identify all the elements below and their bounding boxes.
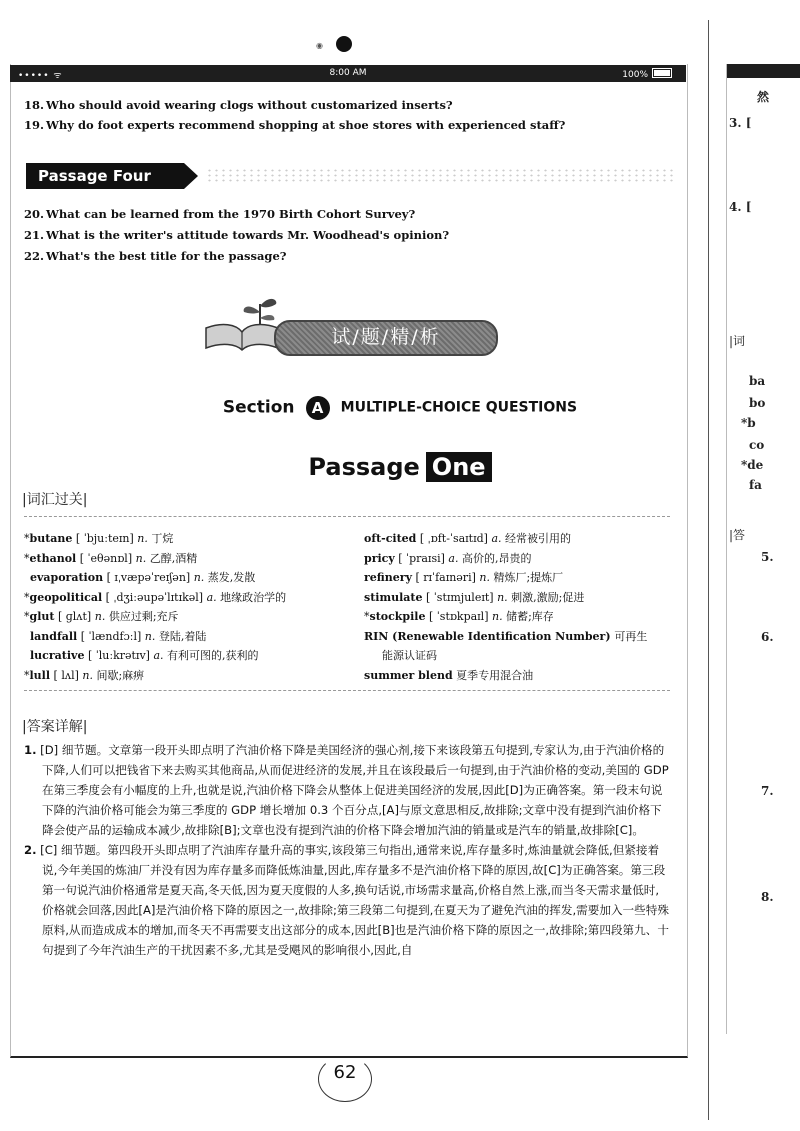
question-text: Who should avoid wearing clogs without customarized inserts?: [46, 98, 453, 112]
section-heading: [0, 396, 800, 420]
vocab-item: oft-cited [ ˌɒft-ˈsaɪtɪd] a. 经常被引用的: [364, 532, 572, 545]
adjacent-text: ba: [749, 374, 766, 388]
vocab-item: *butane [ ˈbjuːteɪn] n. 丁烷: [24, 532, 174, 545]
answer-item: 1. [D] 细节题。文章第一段开头即点明了汽油价格下降是美国经济的强心剂,接下来该段第五句提到,专家认为,由于汽油价格的下降,人们可以把钱省下来去购买其他商品,从而促进经济的发展,并且在该段最后一句提到,由于汽油价格的变动,美国的 GDP 在第三季度会有小幅度的上升,也就是说,汽油价格下降会从整体上促进美国经济的发展,因此[D]为正确答案。第一段末句说下降的汽油价格可能会为第三季度的 GDP 增长增加 0.3 个百分点,[A]与原文意思相反,故排除;文章中没有提到汽油价格下降会使产品的运输成本减少,故排除[B];文章也没有提到汽油的价格下降会增加汽油的销量或是汽车的销量,故排除[C]。: [24, 743, 669, 837]
adjacent-text: *b: [741, 416, 756, 430]
analysis-banner: [200, 290, 500, 370]
question-19: [24, 117, 565, 133]
vocab-item: refinery [ rɪˈfaɪnəri] n. 精炼厂;提炼厂: [364, 571, 564, 584]
answers-heading: |答案详解|: [22, 719, 88, 735]
vocab-item: *stockpile [ ˈstɒkpaɪl] n. 储蓄;库存: [364, 610, 554, 623]
adjacent-text: bo: [749, 396, 766, 410]
answers-body: [24, 740, 670, 960]
vocab-item: *lull [ lʌl] n. 间歇;麻痹: [24, 668, 145, 682]
page-fold-line: [708, 20, 709, 1120]
vocab-item: lucrative [ ˈluːkrətɪv] a. 有利可图的,获利的: [30, 649, 259, 662]
vocab-item: stimulate [ ˈstɪmjuleɪt] n. 刺激,激励;促进: [364, 590, 585, 604]
passage-four-badge: Passage Four: [26, 163, 184, 189]
vocab-item: 能源认证码: [382, 649, 437, 662]
status-time: 8:00 AM: [329, 68, 367, 78]
adjacent-text: 然: [757, 90, 770, 104]
adjacent-text: 7.: [761, 784, 774, 798]
vocab-heading: |词汇过关|: [22, 492, 88, 508]
section-title: MULTIPLE-CHOICE QUESTIONS: [340, 399, 578, 416]
vocab-item: *glut [ ɡlʌt] n. 供应过剩;充斥: [24, 610, 179, 623]
question-21: [24, 227, 449, 243]
question-number: 22.: [24, 249, 45, 263]
adjacent-page-panel: [726, 64, 800, 1034]
adjacent-text: *de: [741, 458, 764, 472]
question-number: 20.: [24, 207, 45, 221]
vocab-left-column: [24, 529, 364, 685]
adjacent-text: |词: [729, 334, 746, 348]
vocab-item: evaporation [ ɪˌvæpəˈreɪʃən] n. 蒸发,发散: [30, 571, 256, 584]
passage-word: Passage: [308, 453, 420, 481]
battery-icon: [652, 68, 672, 78]
adjacent-text: 3. [: [729, 116, 752, 130]
question-text: What can be learned from the 1970 Birth Cohort Survey?: [46, 207, 416, 221]
camera-icon: ◉: [316, 41, 323, 50]
question-text: What's the best title for the passage?: [46, 249, 287, 263]
passage-number-box: One: [426, 452, 492, 482]
camera-dot-icon: [336, 36, 352, 52]
question-20: [24, 206, 415, 222]
answer-item: 2. [C] 细节题。第四段开头即点明了汽油库存量升高的事实,该段第三句指出,通常来说,库存量多时,炼油量就会降低,但紧接着说,今年美国的炼油厂并没有因为库存量多而降低炼油量,因此,库存量多不是汽油价格下降的原因,故[C]为正确答案。第三段第一句说汽油价格通常是夏天高,冬天低,因为夏天度假的人多,换句话说,市场需求量高,价格自然上涨,而当冬天需求量低时,价格就会回落,因此[A]是汽油价格下降的原因之一,故排除;第三段第二句提到,在夏天为了避免汽油的挥发,需要加入一些特殊原料,从而造成成本的增加,而冬天不再需要支出这部分的成本,因此[B]也是汽油价格下降的原因之一,故排除;第四段第九、十句提到了今年汽油生产的干扰因素不多,尤其是受飓风的影响很小,因此,自: [24, 843, 669, 957]
adjacent-text: fa: [749, 478, 762, 492]
page-number: 62: [333, 1062, 357, 1083]
battery-percent: 100%: [622, 70, 648, 80]
question-number: 19.: [24, 118, 45, 132]
adjacent-text: 5.: [761, 550, 774, 564]
vocab-item: *geopolitical [ ˌdʒiːəupəˈlɪtɪkəl] a. 地缘政治学的: [24, 590, 287, 604]
question-18: [24, 97, 453, 113]
question-text: Why do foot experts recommend shopping at shoe stores with experienced staff?: [46, 118, 566, 132]
question-22: [24, 248, 287, 264]
open-book-icon: [202, 318, 282, 354]
adjacent-text: 6.: [761, 630, 774, 644]
section-label: Section: [222, 397, 295, 418]
section-letter: A: [306, 396, 330, 420]
badge-arrow-icon: [184, 163, 198, 189]
passage-one-title: [0, 452, 800, 482]
battery-indicator: [622, 68, 672, 80]
adjacent-text: 8.: [761, 890, 774, 904]
carrier-signal-icon: ••••• ᯤ: [18, 71, 63, 81]
vocab-right-column: [364, 529, 674, 685]
adjacent-text: 4. [: [729, 200, 752, 214]
vocab-item: *ethanol [ ˈeθənɒl] n. 乙醇,酒精: [24, 551, 198, 565]
status-bar: [10, 65, 686, 82]
question-text: What is the writer's attitude towards Mr. Woodhead's opinion?: [46, 228, 450, 242]
adjacent-text: co: [749, 438, 765, 452]
vocab-item: landfall [ ˈlændfɔːl] n. 登陆,着陆: [30, 629, 207, 643]
vocab-bottom-divider: [24, 690, 670, 691]
adjacent-text: |答: [729, 528, 746, 542]
vocab-top-divider: [24, 516, 670, 517]
vocab-item: pricy [ ˈpraɪsi] a. 高价的,昂贵的: [364, 551, 532, 565]
decorative-speckle: [206, 168, 676, 184]
banner-title: 试/题/精/析: [274, 320, 498, 356]
question-number: 18.: [24, 98, 45, 112]
question-number: 21.: [24, 228, 45, 242]
vocab-item: RIN (Renewable Identification Number) 可再生: [364, 629, 648, 643]
adjacent-status-bar: [727, 64, 800, 78]
vocab-item: summer blend 夏季专用混合油: [364, 668, 534, 682]
